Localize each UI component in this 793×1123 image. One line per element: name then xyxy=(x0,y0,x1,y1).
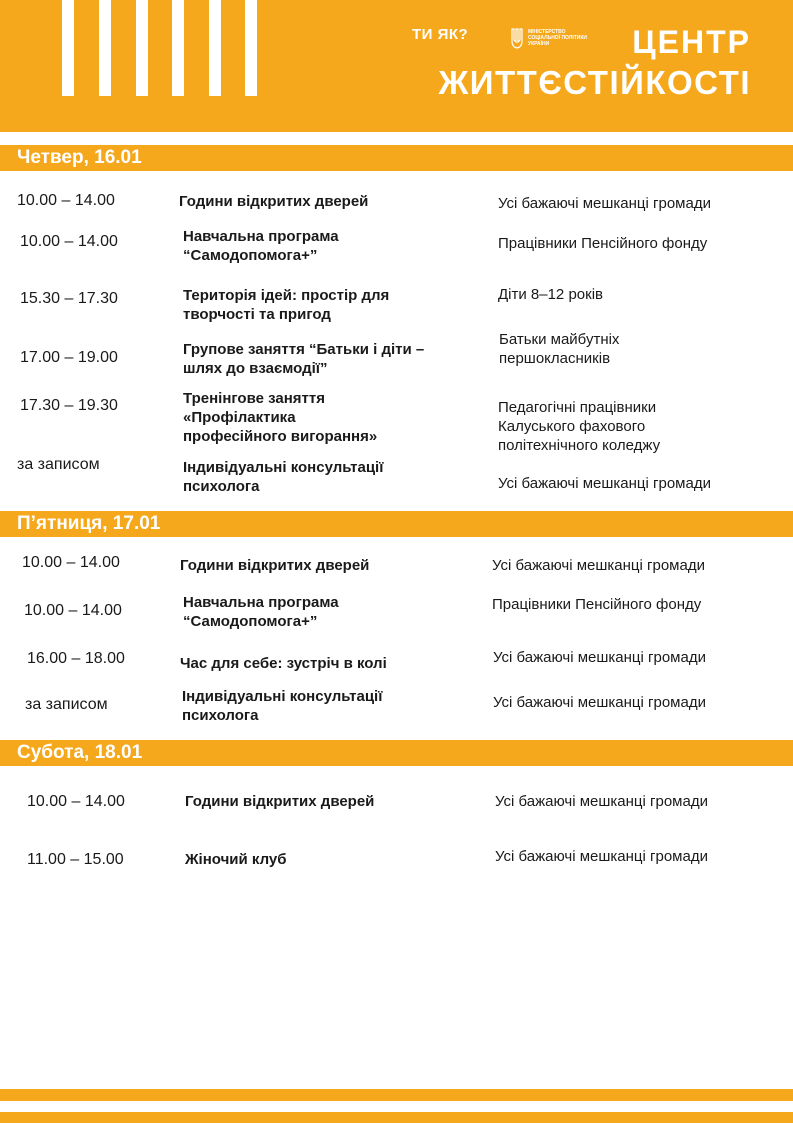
event-activity: Години відкритих дверей xyxy=(185,793,375,810)
event-time: 15.30 – 17.30 xyxy=(20,290,118,307)
header-stripe xyxy=(209,0,221,96)
event-audience: Працівники Пенсійного фонду xyxy=(498,235,708,252)
event-activity: Години відкритих дверей xyxy=(179,193,369,210)
event-activity: Індивідуальні консультації психолога xyxy=(183,459,384,495)
footer-band xyxy=(0,1089,793,1101)
event-time: 16.00 – 18.00 xyxy=(27,650,125,667)
event-activity: Години відкритих дверей xyxy=(180,557,370,574)
event-activity: Групове заняття “Батьки і діти – шлях до взаємодії” xyxy=(183,341,425,377)
event-time: 10.00 – 14.00 xyxy=(27,793,125,810)
event-time: 17.30 – 19.30 xyxy=(20,397,118,414)
event-time: за записом xyxy=(17,456,100,473)
event-audience: Усі бажаючі мешканці громади xyxy=(493,694,706,711)
event-time: 10.00 – 14.00 xyxy=(20,233,118,250)
event-time: за записом xyxy=(25,696,108,713)
page-title-line2: ЖИТТЄСТІЙКОСТІ xyxy=(438,64,751,101)
event-activity: Індивідуальні консультації психолога xyxy=(182,688,383,724)
event-audience: Діти 8–12 років xyxy=(498,286,603,303)
event-activity: Тренінгове заняття «Профілактика професійного вигорання» xyxy=(183,390,378,445)
event-activity: Час для себе: зустріч в колі xyxy=(180,655,387,672)
event-audience: Усі бажаючі мешканці громади xyxy=(495,793,708,810)
event-activity: Територія ідей: простір для творчості та пригод xyxy=(183,287,390,323)
event-time: 17.00 – 19.00 xyxy=(20,349,118,366)
header-stripe xyxy=(62,0,74,96)
header-stripe xyxy=(136,0,148,96)
day-header: Четвер, 16.01 xyxy=(0,145,793,171)
event-time: 11.00 – 15.00 xyxy=(27,851,124,868)
event-audience: Усі бажаючі мешканці громади xyxy=(492,557,705,574)
header-stripe xyxy=(245,0,257,96)
event-audience: Працівники Пенсійного фонду xyxy=(492,596,702,613)
event-time: 10.00 – 14.00 xyxy=(22,554,120,571)
day-header: Субота, 18.01 xyxy=(0,740,793,766)
event-audience: Батьки майбутніх першокласників xyxy=(499,331,620,367)
footer-band xyxy=(0,1112,793,1123)
event-activity: Навчальна програма “Самодопомога+” xyxy=(183,228,339,264)
event-time: 10.00 – 14.00 xyxy=(24,602,122,619)
header-stripe xyxy=(172,0,184,96)
page-title-line1: ЦЕНТР xyxy=(632,24,751,60)
event-time: 10.00 – 14.00 xyxy=(17,192,115,209)
event-audience: Усі бажаючі мешканці громади xyxy=(495,848,708,865)
day-header: П’ятниця, 17.01 xyxy=(0,511,793,537)
tiyak-logo: ТИ ЯК? xyxy=(412,26,469,43)
event-activity: Навчальна програма “Самодопомога+” xyxy=(183,594,339,630)
trident-icon xyxy=(510,27,524,49)
event-audience: Педагогічні працівники Калуського фахового політехнічного коледжу xyxy=(498,399,661,454)
event-audience: Усі бажаючі мешканці громади xyxy=(498,475,711,492)
event-audience: Усі бажаючі мешканці громади xyxy=(493,649,706,666)
header-stripe xyxy=(99,0,111,96)
event-activity: Жіночий клуб xyxy=(185,851,287,868)
ministry-logo-text: МІНІСТЕРСТВО СОЦІАЛЬНОЇ ПОЛІТИКИ УКРАЇНИ xyxy=(528,29,588,47)
event-audience: Усі бажаючі мешканці громади xyxy=(498,195,711,212)
